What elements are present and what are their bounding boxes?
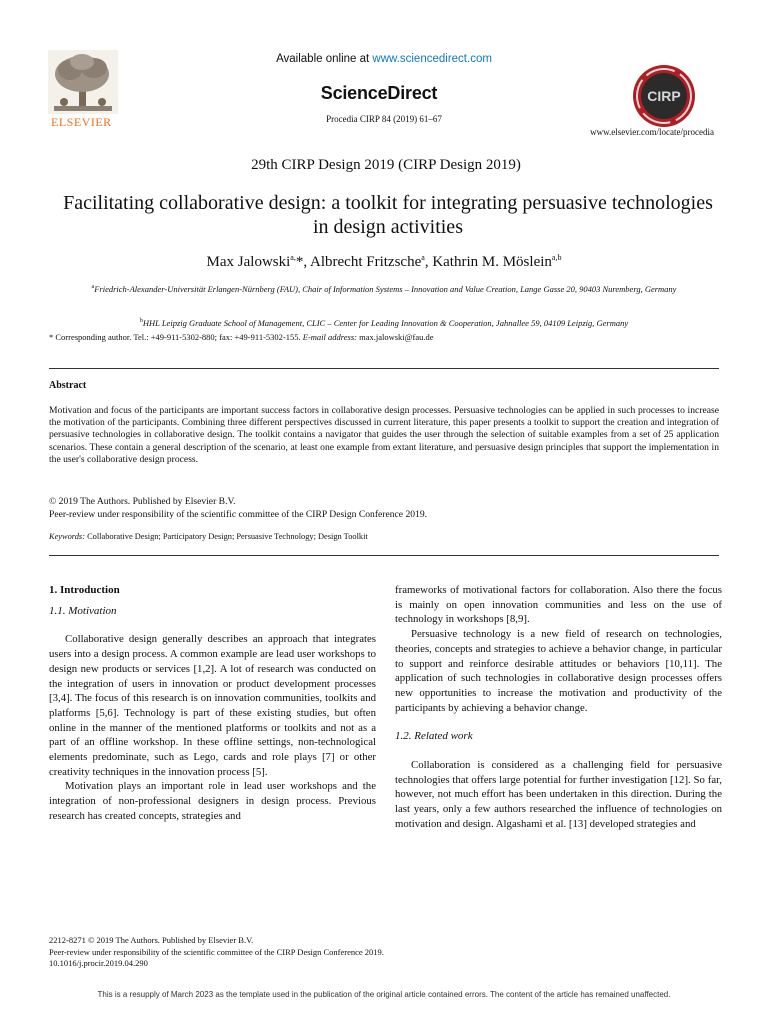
divider — [49, 368, 719, 369]
author-affil-sup: a — [421, 253, 425, 262]
footer-doi[interactable]: 10.1016/j.procir.2019.04.290 — [49, 958, 148, 968]
paragraph: Collaboration is considered as a challenging field for persuasive technologies that offers large potential for further investigation [12]. So far, however, not much effort has been undertaken in this direction. During the last years, only a few authors researched the influence of technologies on motivation and design. Algashami et al. [13] developed strategies and — [395, 759, 722, 830]
author-name: Max Jalowski — [206, 254, 291, 270]
right-column — [395, 583, 722, 832]
subsection-heading: 1.1. Motivation — [49, 604, 117, 617]
cirp-logo — [632, 64, 696, 128]
subsection-heading: 1.2. Related work — [395, 730, 473, 743]
journal-reference: Procedia CIRP 84 (2019) 61–67 — [326, 114, 442, 124]
conference-name: 29th CIRP Design 2019 (CIRP Design 2019) — [251, 157, 521, 173]
footer-block — [49, 935, 384, 970]
paragraph: frameworks of motivational factors for collaboration. Also there the focus is mainly on open innovation communities and less on the use of technology in workshops [8,9]. — [395, 584, 722, 626]
available-prefix: Available online at — [276, 53, 373, 65]
paragraph: Persuasive technology is a new field of research on technologies, theories, concepts and strategies to achieve a behavior change, in particular to support and reinforce desirable attitudes or behaviors [10,11]. The application of such technologies in collaborative design processes offers new opportunities to increase the motivation and productivity of the participants by achieving a behavior change. — [395, 628, 722, 714]
elsevier-wordmark: ELSEVIER — [51, 115, 112, 129]
corresponding-marker: * — [295, 254, 304, 270]
abstract-text: Motivation and focus of the participants are important success factors in collaborative design processes. Persuasive technologies can be applied in such processes to increase the motivation of the participants. Combining three different perspectives discussed in current literature, this paper presents a toolkit to support the creation and integration of persuasive technologies in collaborative design. The toolkit contains a navigator that guides the user through the selection of suitable examples from a set of 25 application scenarios. These contain a general description of the scenario, at least one example from extant literature, and persuasive design principles that support the implementation in the user's collaborative design process. — [49, 405, 719, 465]
paragraph: Collaborative design generally describes an approach that integrates users into a design process. A common example are lead user workshops to design new products or services [1,2]. A lot of research was conducted on the integration of users in innovation or product development processes [3,4]. The focus of this research is on innovation communities, toolkits and platforms [5,6]. Technology is part of these existing studies, but often online in the manner of the mentioned platforms or toolkits and not as a part of an offline workshop. In these offline settings, non-technological elements predominate, such as Lego, cards and role plays [7] or other creativity techniques in the innovation process [5]. — [49, 633, 376, 778]
author-separator: , — [303, 254, 311, 270]
corresponding-text: * Corresponding author. Tel.: +49-911-5302-880; fax: +49-911-5302-155. — [49, 332, 303, 342]
footer-issn: 2212-8271 © 2019 The Authors. Published by Elsevier B.V. — [49, 935, 254, 945]
email-label: E-mail address: — [302, 332, 357, 342]
corresponding-author — [49, 332, 719, 342]
affiliation-text: Friedrich-Alexander-Universität Erlangen-Nürnberg (FAU), Chair of Information Systems – Innovation and Value Creation, Lange Gasse 20, 90403 Nuremberg, Germany — [94, 283, 677, 294]
resupply-note: This is a resupply of March 2023 as the template used in the publication of the original article contained errors. The content of the article has remained unaffected. — [97, 990, 671, 999]
footer-peer-review: Peer-review under responsibility of the scientific committee of the CIRP Design Conference 2019. — [49, 946, 384, 957]
affiliation-b — [60, 313, 708, 331]
keywords-list: Collaborative Design; Participatory Design; Persuasive Technology; Design Toolkit — [84, 532, 368, 541]
affiliation-sup: b — [139, 318, 143, 324]
cirp-logo-text: CIRP — [647, 88, 681, 104]
copyright-line: © 2019 The Authors. Published by Elsevier B.V. — [49, 496, 236, 507]
affiliation-a — [60, 279, 708, 297]
author-list — [0, 253, 768, 271]
divider — [49, 555, 719, 556]
sciencedirect-link[interactable]: www.sciencedirect.com — [372, 53, 492, 65]
author-affil-sup: a, — [290, 253, 296, 262]
keywords — [49, 532, 368, 541]
email-address[interactable]: max.jalowski@fau.de — [356, 332, 434, 342]
journal-url[interactable]: www.elsevier.com/locate/procedia — [590, 127, 714, 137]
affiliation-text: HHL Leipzig Graduate School of Management, CLIC – Center for Leading Innovation & Cooperation, Jahnallee 59, 04109 Leipzig, Germany — [142, 317, 629, 328]
author-name: Albrecht Fritzsche — [310, 254, 422, 270]
left-column — [49, 583, 376, 824]
copyright-block — [49, 496, 427, 521]
affiliation-sup: a — [91, 284, 95, 290]
author-name: Kathrin M. Möslein — [432, 254, 552, 270]
peer-review-line: Peer-review under responsibility of the scientific committee of the CIRP Design Conference 2019. — [49, 508, 428, 520]
author-separator: , — [424, 254, 433, 270]
paper-title: Facilitating collaborative design: a toolkit for integrating persuasive technologies in design activities — [63, 192, 713, 238]
keywords-label: Keywords: — [49, 532, 85, 541]
section-heading: 1. Introduction — [49, 584, 120, 596]
author-affil-sup: a,b — [551, 253, 562, 262]
sciencedirect-title: ScienceDirect — [320, 83, 438, 103]
abstract-heading: Abstract — [49, 380, 87, 391]
paragraph: Motivation plays an important role in lead user workshops and the integration of non-professional designers in design process. Previous research has created concepts, strategies and — [49, 780, 376, 822]
